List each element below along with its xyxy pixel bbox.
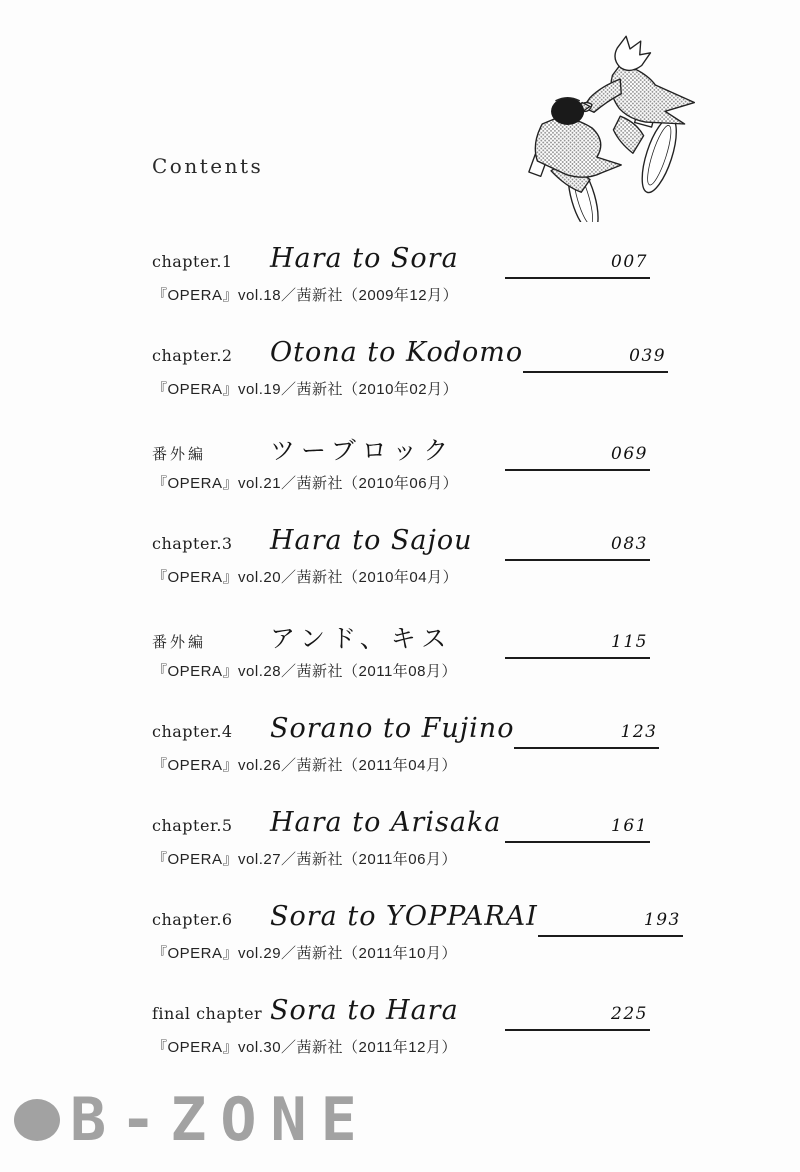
toc-entry-main-row <box>152 901 681 939</box>
chapter-label: 番外編 <box>152 634 207 651</box>
page-number: 007 <box>611 252 648 272</box>
page-title: Contents <box>152 154 264 178</box>
toc-entry-main-row <box>152 619 650 657</box>
source-line: 『OPERA』vol.29／茜新社（2011年10月） <box>152 945 457 962</box>
toc-entry <box>152 337 667 431</box>
page-number: 115 <box>611 632 648 652</box>
toc-entry-main-row <box>152 431 650 469</box>
page-number: 193 <box>643 910 681 930</box>
toc-entry-main-row <box>152 995 650 1033</box>
page-number-rule <box>523 346 668 373</box>
toc-entry-main-row <box>152 337 667 375</box>
toc-entry <box>152 713 658 807</box>
watermark-text: B-ZONE <box>70 1085 371 1155</box>
source-line: 『OPERA』vol.28／茜新社（2011年08月） <box>152 663 457 680</box>
page-number-rule <box>538 910 683 937</box>
page-number-rule <box>505 816 650 843</box>
toc-entry <box>152 901 681 995</box>
toc-entry <box>152 619 650 713</box>
page-number: 225 <box>611 1004 648 1024</box>
page-number: 123 <box>620 722 658 742</box>
chapter-title: Otona to Kodomo <box>270 337 524 368</box>
chapter-title: Hara to Sora <box>270 243 459 274</box>
chapter-title: Hara to Arisaka <box>270 807 502 838</box>
chapter-label: chapter.2 <box>152 346 233 365</box>
toc-entry <box>152 995 650 1089</box>
page-number-rule <box>505 534 650 561</box>
page-number-rule <box>505 632 650 659</box>
chapter-title: ツーブロック <box>270 437 455 465</box>
chapter-title: アンド、キス <box>270 625 453 653</box>
chapter-label: chapter.3 <box>152 534 233 553</box>
chapter-label: final chapter <box>152 1004 263 1023</box>
toc-entry <box>152 243 650 337</box>
chapter-label: chapter.1 <box>152 252 233 271</box>
toc-entry-main-row <box>152 713 658 751</box>
chapter-label: chapter.6 <box>152 910 233 929</box>
page-number: 039 <box>629 346 667 366</box>
toc-list <box>152 243 681 1089</box>
watermark <box>14 1085 371 1155</box>
chapter-title: Sorano to Fujino <box>270 713 515 744</box>
page-number-rule <box>505 252 650 279</box>
source-line: 『OPERA』vol.26／茜新社（2011年04月） <box>152 757 457 774</box>
toc-entry <box>152 807 650 901</box>
chapter-label: chapter.5 <box>152 816 233 835</box>
chapter-title: Sora to Hara <box>270 995 459 1026</box>
page-number-rule <box>505 444 650 471</box>
toc-entry-main-row <box>152 243 650 281</box>
page-number: 161 <box>611 816 648 836</box>
toc-entry-main-row <box>152 807 650 845</box>
source-line: 『OPERA』vol.30／茜新社（2011年12月） <box>152 1039 457 1056</box>
source-line: 『OPERA』vol.19／茜新社（2010年02月） <box>152 381 459 398</box>
source-line: 『OPERA』vol.27／茜新社（2011年06月） <box>152 851 457 868</box>
source-line: 『OPERA』vol.18／茜新社（2009年12月） <box>152 287 459 304</box>
chapter-title: Sora to YOPPARAI <box>270 901 538 932</box>
watermark-dot-icon <box>14 1099 60 1141</box>
two-cyclists-icon <box>474 26 708 222</box>
toc-entry <box>152 431 650 525</box>
page-number-rule <box>514 722 659 749</box>
toc-entry-main-row <box>152 525 650 563</box>
chapter-label: 番外編 <box>152 446 207 463</box>
chapter-label: chapter.4 <box>152 722 233 741</box>
source-line: 『OPERA』vol.20／茜新社（2010年04月） <box>152 569 459 586</box>
toc-entry <box>152 525 650 619</box>
page-number: 083 <box>611 534 648 554</box>
page-number: 069 <box>611 444 648 464</box>
page-number-rule <box>505 1004 650 1031</box>
chapter-title: Hara to Sajou <box>270 525 473 556</box>
bicycle-illustration <box>474 26 708 222</box>
source-line: 『OPERA』vol.21／茜新社（2010年06月） <box>152 475 459 492</box>
